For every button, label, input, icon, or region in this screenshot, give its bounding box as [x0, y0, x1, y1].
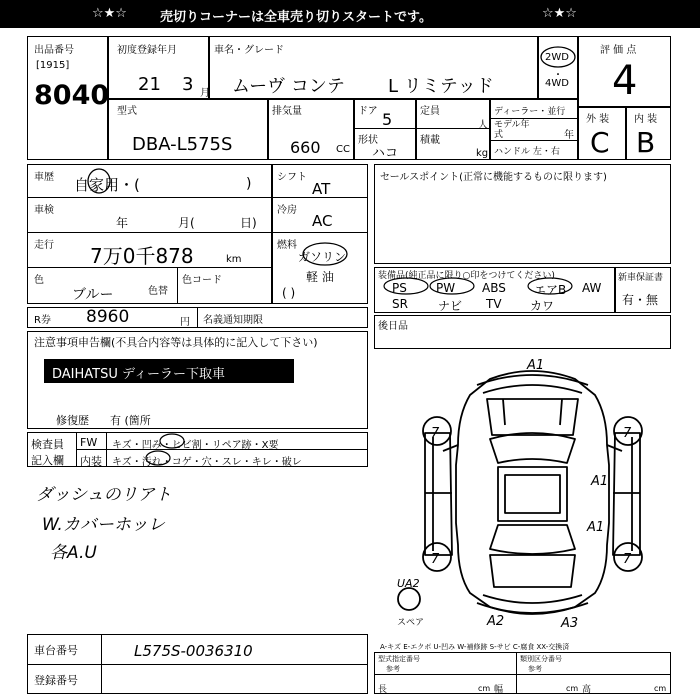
mark-top: A1: [527, 358, 545, 373]
note-1: ダッシュのリアト: [36, 485, 172, 505]
chassis-value: L575S-0036310: [134, 642, 253, 660]
spare-label: スペア: [397, 618, 425, 628]
notice-label: 名義通知期限: [203, 315, 263, 326]
remarks-label: 注意事項申告欄(不具合内容等は具体的に記入して下さい): [34, 336, 318, 349]
equip-sr: SR: [392, 297, 408, 311]
fuel-label: 燃料: [277, 240, 297, 251]
len-label: 長: [378, 685, 388, 695]
color-value: ブルー: [72, 287, 114, 303]
equip-pw: PW: [436, 281, 456, 295]
score-label: 評 価 点: [600, 45, 637, 56]
reg-month-unit: 月: [200, 88, 210, 99]
year-unit: 年: [564, 130, 574, 141]
drive-4wd: 4WD: [545, 78, 569, 89]
chassis-label: 車台番号: [34, 644, 78, 657]
aircon-label: 冷房: [277, 205, 297, 216]
history-label: 車歴: [34, 172, 54, 183]
banner-stars-right: ☆★☆: [542, 6, 577, 21]
score-value: 4: [612, 58, 638, 104]
aircon-value: AC: [312, 212, 333, 230]
cargo-label: 積載: [420, 135, 440, 146]
cat-label: 類別区分番号: [520, 655, 562, 663]
inspect-year: 年: [116, 216, 129, 230]
fw-items: キズ・凹み・ヒビ割・リペア跡・X要: [112, 440, 279, 451]
ext-value: C: [590, 126, 610, 159]
history-circle-mark: [85, 166, 113, 196]
inspector-circle-marks: [140, 432, 200, 467]
sales-label: セールスポイント(正常に機能するものに限ります): [380, 172, 607, 183]
inspect-label: 車検: [34, 205, 54, 216]
fw-label: FW: [80, 436, 98, 449]
tire-mark-rl: 7: [431, 552, 440, 567]
docs-label: 後日品: [378, 321, 408, 332]
recycle-value: 8960: [86, 307, 130, 327]
int-label: 内 装: [634, 114, 658, 125]
plate-label: 登録番号: [34, 674, 78, 687]
hei-unit: cm: [654, 684, 667, 693]
mileage-value: 7万0千878: [90, 244, 194, 268]
car-diagram: [395, 355, 670, 630]
color-code-label: 色コード: [182, 275, 222, 286]
model-label: 型式: [117, 106, 137, 117]
mod-ref: 参考: [386, 665, 400, 673]
km-unit: km: [226, 254, 242, 265]
dealer-tag: [44, 359, 294, 383]
model-value: DBA-L575S: [132, 134, 233, 155]
disp-unit: CC: [336, 144, 350, 155]
equip-tv: TV: [486, 297, 502, 311]
cargo-unit: kg: [476, 148, 489, 159]
cat-ref: 参考: [528, 665, 542, 673]
fuel-value: ガソリン: [298, 250, 347, 264]
damage-legend: A-キズ E-エクボ U-凹み W-補修跡 S-サビ C-腐食 XX-交換済: [380, 643, 570, 651]
equip-abs: ABS: [482, 281, 506, 295]
lot-sub: [1915]: [36, 60, 70, 71]
mark-ua2: UA2: [397, 577, 420, 590]
history-close: ): [246, 176, 252, 192]
drive-2wd: 2WD: [545, 52, 569, 63]
wid-label: 幅: [494, 685, 504, 695]
equip-navi: ナビ: [438, 299, 463, 313]
repair-value: 有 (箇所: [110, 414, 151, 427]
inspector-label-1: 検査員: [31, 438, 64, 451]
warranty-label: 新車保証書: [618, 273, 664, 283]
equip-ps: PS: [392, 281, 407, 295]
mark-a3: A3: [561, 616, 579, 630]
reg-year: 21: [138, 74, 161, 95]
drive-dot: ・: [553, 70, 563, 81]
in-items: キズ・汚れ・コゲ・穴・スレ・キレ・破レ: [112, 457, 302, 468]
shape-label: 形状: [358, 135, 378, 146]
ext-label: 外 装: [586, 114, 610, 125]
docs-section: [374, 315, 671, 349]
dealer-tag-text: DAIHATSU ディーラー下取車: [52, 367, 225, 382]
lot-number: 8040: [34, 80, 110, 111]
inspect-month: 月(: [178, 216, 195, 230]
hei-label: 高: [582, 685, 592, 695]
equip-leather: カワ: [530, 299, 555, 313]
wid-unit: cm: [566, 684, 579, 693]
note-3: 各A.U: [50, 543, 97, 563]
warranty-value: 有・無: [622, 293, 659, 307]
fuel-paren: ( ): [282, 286, 296, 300]
door-value: 5: [382, 110, 393, 129]
cap-unit: 人: [478, 120, 488, 131]
tire-mark-rr: 7: [623, 552, 632, 567]
mod-label: 型式指定番号: [378, 655, 420, 663]
shift-label: シフト: [277, 172, 307, 183]
top-banner: [0, 0, 700, 28]
fuel-diesel: 軽 油: [306, 270, 334, 284]
disp-label: 排気量: [272, 106, 302, 117]
mark-right-1: A1: [591, 474, 609, 489]
dealer-label: ディーラー・並行: [494, 107, 566, 117]
name-label: 車名・グレード: [214, 45, 284, 56]
car-grade: L リミテッド: [388, 76, 494, 97]
yen-unit: 円: [180, 317, 190, 328]
shift-value: AT: [312, 180, 331, 198]
equip-circle-marks: [380, 276, 580, 296]
note-2: W.カバーホッレ: [42, 515, 165, 535]
color-label: 色: [34, 275, 44, 286]
handle-label: ハンドル 左・右: [494, 147, 560, 157]
tire-mark-fr: 7: [623, 426, 632, 441]
equip-label: 装備品(純正品に限り○印をつけてください): [378, 271, 555, 281]
in-label: 内装: [80, 455, 102, 468]
history-value: 自家用・(: [74, 176, 140, 194]
equip-aw: AW: [582, 281, 602, 295]
repair-label: 修復歴: [56, 414, 89, 427]
cap-label: 定員: [420, 106, 440, 117]
fuel-circle-mark: [300, 240, 350, 268]
shape-value: ハコ: [372, 146, 399, 161]
mileage-label: 走行: [34, 240, 54, 251]
reg-label: 初度登録年月: [117, 45, 177, 56]
tire-mark-fl: 7: [431, 426, 440, 441]
banner-text: 売切りコーナーは全車売り切りスタートです。: [160, 10, 432, 25]
inspector-label-2: 記入欄: [31, 454, 64, 467]
disp-value: 660: [290, 138, 321, 157]
mark-right-2: A1: [587, 520, 605, 535]
recycle-label: R券: [34, 315, 51, 326]
mark-a2: A2: [487, 614, 505, 629]
equip-airbag: エアB: [534, 283, 567, 297]
lot-label: 出品番号: [34, 45, 74, 56]
model-year-label: モデル年式: [494, 120, 530, 140]
banner-stars-left: ☆★☆: [92, 6, 127, 21]
inspect-day: 日): [240, 216, 257, 230]
int-value: B: [636, 126, 656, 159]
car-name: ムーヴ コンテ: [232, 76, 345, 97]
door-label: ドア: [358, 106, 378, 117]
len-unit: cm: [478, 684, 491, 693]
color-change-label: 色替: [148, 286, 168, 297]
reg-month: 3: [182, 74, 194, 95]
